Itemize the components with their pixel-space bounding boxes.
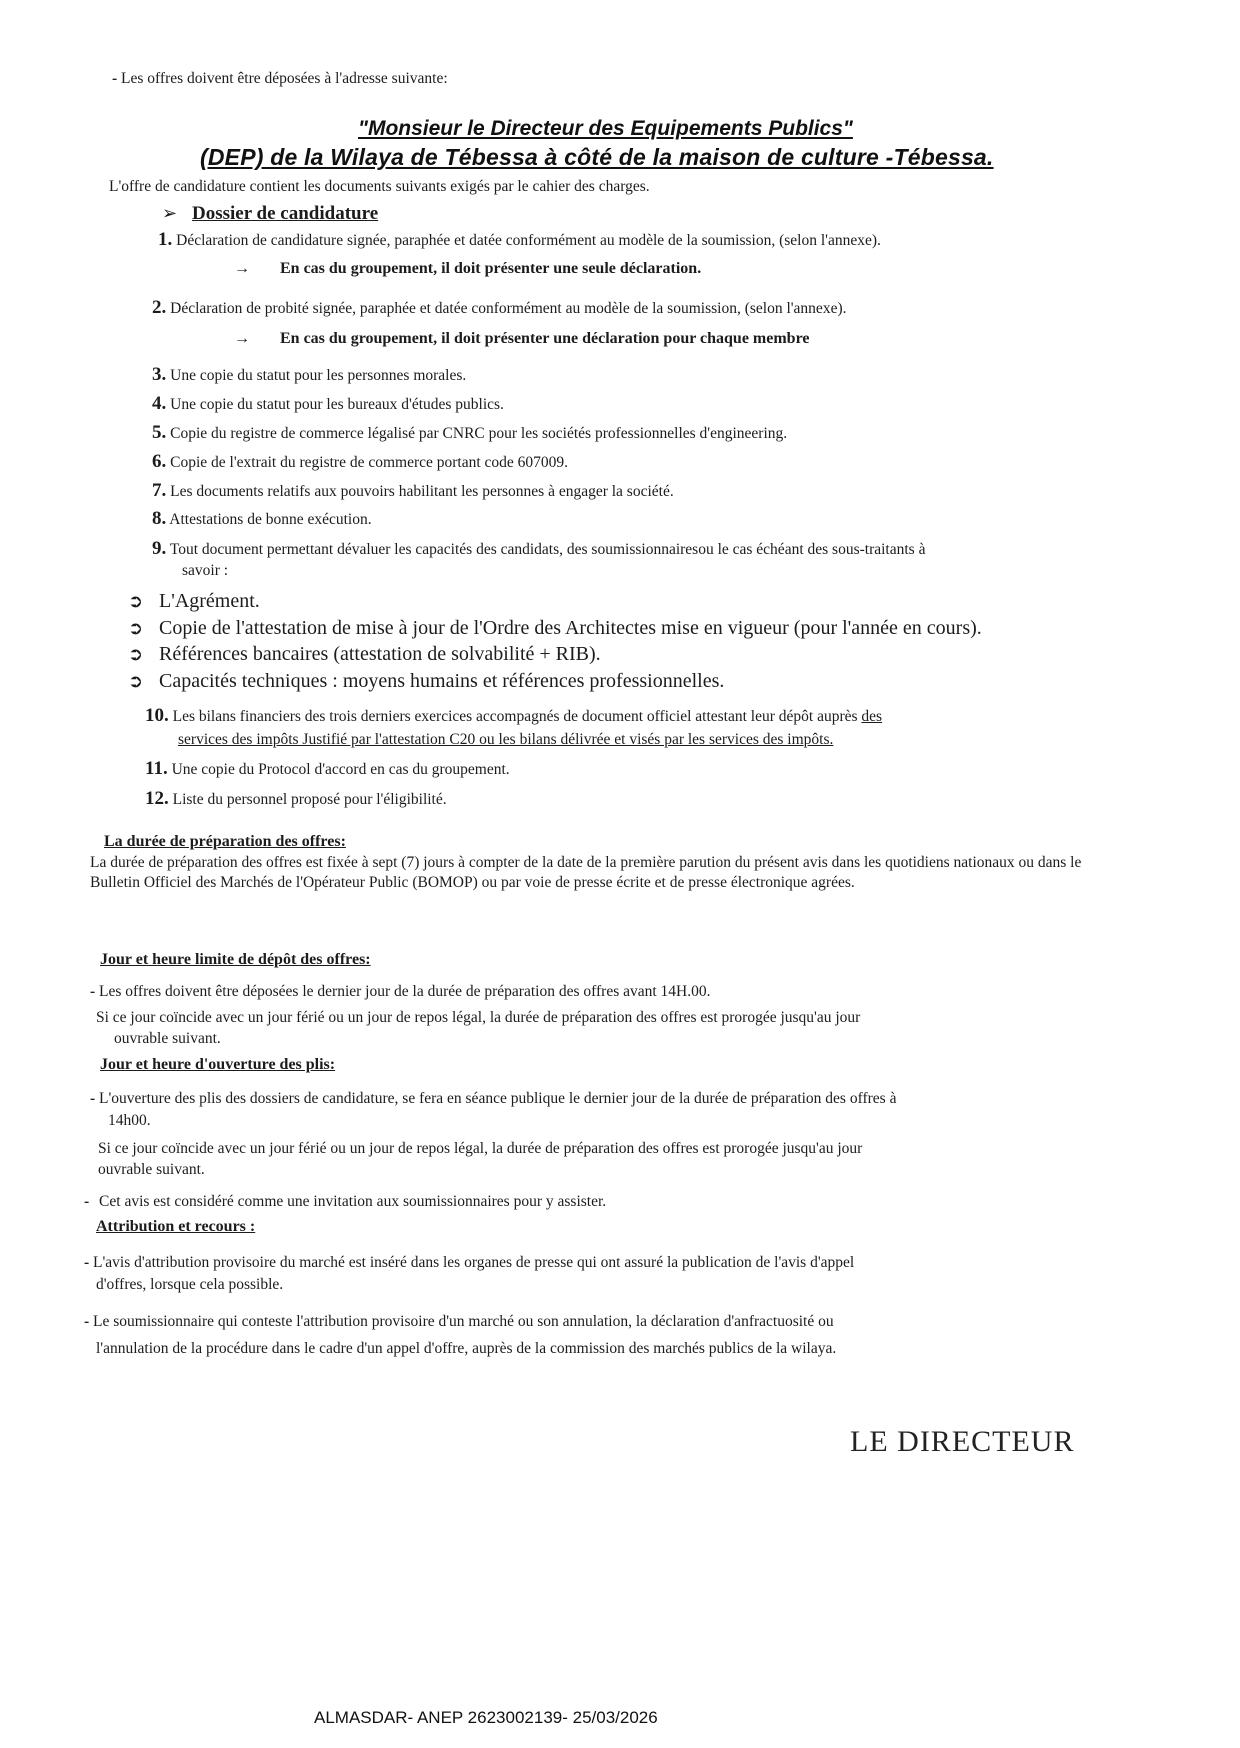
sub-list-item	[128, 670, 724, 693]
item-text: Les documents relatifs aux pouvoirs habilitant les personnes à engager la société.	[170, 483, 674, 500]
item-number: 4.	[152, 393, 167, 414]
item-text-underlined: des	[861, 708, 883, 725]
ouverture-line-2: 14h00.	[108, 1112, 151, 1129]
attribution-text: L'avis d'attribution provisoire du marché est inséré dans les organes de presse qui ont assuré la publication de l'avis d'appel	[93, 1254, 855, 1271]
item-number: 12.	[145, 788, 169, 809]
list-item	[152, 297, 846, 319]
depot-line-2: Si ce jour coïncide avec un jour férié ou un jour de repos légal, la durée de préparation des offres est prorogée jusqu'au jour	[96, 1009, 861, 1026]
section-heading-ouverture: Jour et heure d'ouverture des plis:	[100, 1056, 336, 1073]
sub-item-text: Copie de l'attestation de mise à jour de l'Ordre des Architectes mise en vigueur (pour l'année en cours).	[159, 617, 982, 639]
ouverture-line-4: ouvrable suivant.	[98, 1161, 205, 1178]
curved-arrow-bullet-icon: ➲	[128, 591, 144, 611]
item-text: Déclaration de probité signée, paraphée et datée conformément au modèle de la soumission, (selon l'annexe).	[170, 300, 847, 317]
item-number: 1.	[158, 229, 173, 250]
item-text: Les bilans financiers des trois derniers exercices accompagnés de document officiel attestant leur dépôt auprès	[172, 708, 862, 725]
item-text: Liste du personnel proposé pour l'éligibilité.	[172, 791, 447, 808]
ouverture-text: L'ouverture des plis des dossiers de candidature, se fera en séance publique le dernier jour de la durée de préparation des offres à	[99, 1090, 897, 1107]
note-text: En cas du groupement, il doit présenter une déclaration pour chaque membre	[280, 330, 810, 347]
sub-item-text: L'Agrément.	[159, 590, 260, 612]
list-item	[145, 758, 510, 780]
item-text: Copie du registre de commerce légalisé par CNRC pour les sociétés professionnelles d'engineering.	[170, 425, 788, 442]
item-number: 7.	[152, 480, 167, 501]
ouverture-line-3: Si ce jour coïncide avec un jour férié ou un jour de repos légal, la durée de préparation des offres est prorogée jusqu'au jour	[98, 1140, 863, 1157]
intro-text: Les offres doivent être déposées à l'adresse suivante:	[121, 70, 448, 87]
item-number: 8.	[152, 508, 167, 529]
item-text: Attestations de bonne exécution.	[169, 511, 372, 528]
item-text: Une copie du statut pour les personnes morales.	[170, 367, 467, 384]
attribution-p2-line-1	[84, 1313, 834, 1331]
item-number: 6.	[152, 451, 167, 472]
item-text: Copie de l'extrait du registre de commerce portant code 607009.	[170, 454, 569, 471]
sub-item-text: Capacités techniques : moyens humains et références professionnelles.	[159, 670, 725, 692]
dash-bullet: -	[84, 1193, 90, 1210]
list-item	[145, 705, 882, 727]
attribution-p1-line-1	[84, 1254, 854, 1272]
dash-bullet: -	[84, 1254, 90, 1271]
item-text: Une copie du Protocol d'accord en cas du groupement.	[171, 761, 510, 778]
section-heading-attribution: Attribution et recours :	[96, 1218, 256, 1235]
attribution-text: Le soumissionnaire qui conteste l'attribution provisoire d'un marché ou son annulation, la déclaration d'anfractuosité ou	[93, 1313, 834, 1330]
dash-bullet: -	[90, 1090, 96, 1107]
item-number: 11.	[145, 758, 168, 779]
depot-text: Les offres doivent être déposées le dernier jour de la durée de préparation des offres avant 14H.00.	[99, 983, 711, 1000]
item-text: Une copie du statut pour les bureaux d'études publics.	[170, 396, 504, 413]
dossier-heading	[162, 203, 378, 225]
item-number: 9.	[152, 538, 167, 559]
offer-contains-text: L'offre de candidature contient les documents suivants exigés par le cahier des charges.	[109, 178, 650, 195]
ouverture-line-1	[90, 1090, 896, 1108]
list-item	[145, 788, 447, 810]
sub-list-item	[128, 590, 260, 613]
item-note	[234, 330, 810, 348]
item-number: 10.	[145, 705, 169, 726]
address-line-2: (DEP) de la Wilaya de Tébessa à côté de la maison de culture -Tébessa.	[200, 144, 994, 170]
dash-bullet: -	[90, 983, 96, 1000]
item-number: 3.	[152, 364, 167, 385]
note-text: En cas du groupement, il doit présenter une seule déclaration.	[280, 260, 702, 277]
publication-reference: ALMASDAR- ANEP 2623002139- 25/03/2026	[314, 1708, 658, 1727]
curved-arrow-bullet-icon: ➲	[128, 671, 144, 691]
list-item	[152, 538, 925, 560]
intro-line	[112, 70, 448, 88]
section-heading-depot: Jour et heure limite de dépôt des offres:	[100, 951, 371, 968]
section-heading-duree: La durée de préparation des offres:	[104, 833, 346, 850]
item-number: 5.	[152, 422, 167, 443]
arrowhead-bullet-icon: ➢	[162, 203, 178, 223]
item-text: Tout document permettant dévaluer les capacités des candidats, des soumissionnairesou le cas échéant des sous-traitants à	[169, 541, 926, 558]
list-item	[152, 364, 466, 386]
curved-arrow-bullet-icon: ➲	[128, 618, 144, 638]
invitation-line	[84, 1193, 606, 1211]
list-item	[152, 422, 787, 444]
dash-bullet: -	[84, 1313, 90, 1330]
dossier-title: Dossier de candidature	[192, 203, 379, 224]
address-line-1: "Monsieur le Directeur des Equipements Publics"	[358, 117, 853, 140]
signature-title: LE DIRECTEUR	[850, 1425, 1075, 1458]
list-item	[152, 451, 568, 473]
depot-line-3: ouvrable suivant.	[114, 1030, 221, 1047]
attribution-p2-line-2: l'annulation de la procédure dans le cadre d'un appel d'offre, auprès de la commission des marchés publics de la wilaya.	[96, 1340, 837, 1357]
right-arrow-icon: →	[234, 330, 250, 347]
invitation-text: Cet avis est considéré comme une invitation aux soumissionnaires pour y assister.	[99, 1193, 607, 1210]
item-note	[234, 260, 701, 278]
item-text: Déclaration de candidature signée, paraphée et datée conformément au modèle de la soumission, (selon l'annexe).	[176, 232, 881, 249]
attribution-p1-line-2: d'offres, lorsque cela possible.	[96, 1276, 284, 1293]
list-item	[152, 393, 504, 415]
duree-paragraph: La durée de préparation des offres est fixée à sept (7) jours à compter de la date de la première parution du présent avis dans les quotidiens nationaux ou dans le Bulletin Officiel des Marchés de l'Opérateur Public (BOMOP) ou par voie de presse écrite et de presse électronique agrées.	[90, 854, 1082, 891]
dash-bullet: -	[112, 70, 118, 87]
depot-line-1	[90, 983, 711, 1001]
item-number: 2.	[152, 297, 167, 318]
sub-item-text: Références bancaires (attestation de solvabilité + RIB).	[159, 643, 601, 665]
item-text-continuation: services des impôts Justifié par l'attestation C20 ou les bilans délivrée et visés par les services des impôts.	[178, 731, 834, 748]
curved-arrow-bullet-icon: ➲	[128, 644, 144, 664]
sub-list-item	[128, 643, 601, 666]
right-arrow-icon: →	[234, 260, 250, 277]
list-item	[152, 480, 674, 502]
list-item	[152, 508, 372, 530]
list-item	[158, 229, 881, 251]
item-text-continuation: savoir :	[182, 562, 229, 579]
sub-list-item	[128, 617, 982, 640]
